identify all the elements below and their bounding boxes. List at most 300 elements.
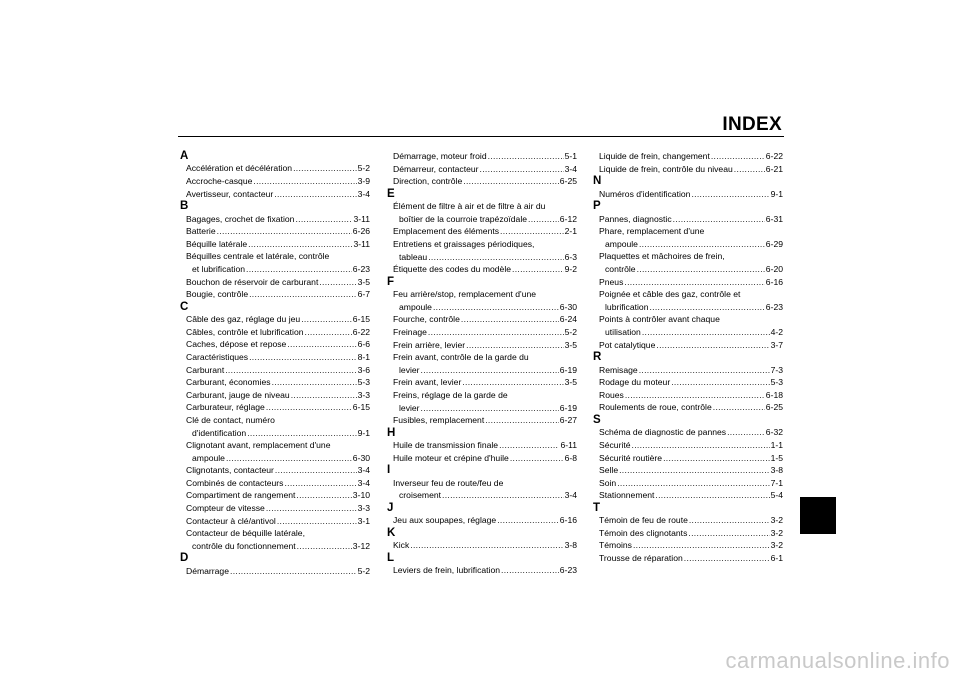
index-entry-label: Accélération et décélération xyxy=(186,163,293,174)
index-entry-page: 9-2 xyxy=(564,264,577,275)
index-entry xyxy=(593,376,783,389)
dot-leader xyxy=(253,175,356,188)
index-entry-label: Huile de transmission finale xyxy=(393,440,499,451)
index-section-letter: J xyxy=(387,501,394,514)
dot-leader xyxy=(485,414,559,427)
index-entry-page: 5-3 xyxy=(770,377,783,388)
index-entry-page: 3-4 xyxy=(357,477,370,488)
index-entry xyxy=(593,213,783,226)
index-entry-label: Frein avant, levier xyxy=(393,377,462,388)
index-section-letter: B xyxy=(180,200,189,213)
dot-leader xyxy=(297,540,352,553)
index-section-letter: C xyxy=(180,300,189,313)
index-entry-label: Leviers de frein, lubrification xyxy=(393,565,500,576)
index-column-1 xyxy=(180,150,370,577)
index-entry-label: Clignotants, contacteur xyxy=(186,465,274,476)
index-entry-heading: Clignotant avant, remplacement d'une xyxy=(186,440,331,451)
index-entry-heading: Clé de contact, numéro xyxy=(186,414,275,425)
index-entry xyxy=(180,464,370,477)
dot-leader xyxy=(510,452,564,465)
dot-leader xyxy=(301,313,352,326)
index-entry-page: 6-30 xyxy=(559,301,577,312)
dot-leader xyxy=(689,514,770,527)
index-entry-page: 6-7 xyxy=(357,289,370,300)
index-entry-page: 6-27 xyxy=(559,415,577,426)
index-section-letter: F xyxy=(387,275,395,288)
index-entry-page: 6-16 xyxy=(765,276,783,287)
index-entry-label: Stationnement xyxy=(599,490,655,501)
dot-leader xyxy=(617,477,769,490)
index-section-letter: S xyxy=(593,413,601,426)
dot-leader xyxy=(624,276,764,289)
index-entry xyxy=(593,389,783,402)
index-entry-heading: Feu arrière/stop, remplacement d'une xyxy=(393,289,537,300)
index-entry xyxy=(387,225,577,238)
index-entry-heading: Béquilles centrale et latérale, contrôle xyxy=(186,251,330,262)
watermark: carmanualsonline.info xyxy=(725,648,950,673)
index-entry xyxy=(180,427,370,440)
dot-leader xyxy=(691,188,769,201)
index-entry-page: 6-23 xyxy=(352,263,370,274)
index-entry xyxy=(387,452,577,465)
index-entry-page: 5-2 xyxy=(357,565,370,576)
index-entry xyxy=(180,515,370,528)
index-entry-label: Bougie, contrôle xyxy=(186,289,249,300)
index-entry xyxy=(387,326,577,339)
index-entry-page: 6-22 xyxy=(352,326,370,337)
index-entry xyxy=(387,251,577,264)
index-entry-page: 3-9 xyxy=(357,176,370,186)
dot-leader xyxy=(497,514,559,527)
index-entry-page: 6-32 xyxy=(765,427,783,438)
index-entry-label: Démarrage, moteur froid xyxy=(393,151,487,161)
index-entry-page: 6-6 xyxy=(357,339,370,350)
dot-leader xyxy=(655,489,769,502)
dot-leader xyxy=(274,188,356,201)
dot-leader xyxy=(277,515,357,528)
index-entry-label: Pot catalytique xyxy=(599,339,656,350)
index-entry-page: 6-23 xyxy=(559,565,577,576)
index-entry-label: Batterie xyxy=(186,226,216,237)
index-entry-label: ampoule xyxy=(605,238,638,249)
index-entry-label: Jeu aux soupapes, réglage xyxy=(393,515,497,526)
dot-leader xyxy=(639,238,765,251)
index-entry-label: Pannes, diagnostic xyxy=(599,213,672,224)
index-section-letter: N xyxy=(593,175,602,188)
index-entry-label: Soin xyxy=(599,477,617,488)
index-entry-label: Témoin de feu de route xyxy=(599,515,688,526)
index-entry-label: ampoule xyxy=(399,301,432,312)
index-entry-label: Fusibles, remplacement xyxy=(393,415,485,426)
dot-leader xyxy=(293,162,357,175)
dot-leader xyxy=(428,251,563,264)
index-entry-page: 6-31 xyxy=(765,213,783,224)
dot-leader xyxy=(463,175,559,188)
index-entry xyxy=(593,163,783,176)
index-entry-page: 3-4 xyxy=(357,188,370,199)
index-entry-label: Démarreur, contacteur xyxy=(393,163,479,174)
index-entry-label: Roulements de roue, contrôle xyxy=(599,402,712,413)
index-entry-page: 6-22 xyxy=(765,151,783,161)
index-entry-page: 6-1 xyxy=(770,553,783,564)
index-entry-heading: Freins, réglage de la garde de xyxy=(393,389,508,400)
index-entry xyxy=(593,452,783,465)
index-entry-page: 6-30 xyxy=(352,452,370,463)
index-entry-label: Carburant, jauge de niveau xyxy=(186,389,290,400)
index-entry-page: 6-25 xyxy=(765,402,783,413)
index-entry-label: Contacteur à clé/antivol xyxy=(186,515,276,526)
index-column-3 xyxy=(593,150,783,565)
index-entry-label: et lubrification xyxy=(192,263,246,274)
index-entry-page: 5-3 xyxy=(357,377,370,388)
dot-leader xyxy=(480,163,564,176)
index-entry xyxy=(180,489,370,502)
index-entry-label: utilisation xyxy=(605,326,641,337)
index-entry-page: 6-3 xyxy=(564,251,577,262)
index-entry-label: Carburant, économies xyxy=(186,377,271,388)
index-entry-page: 4-2 xyxy=(770,326,783,337)
title-rule xyxy=(178,136,784,137)
index-entry-page: 6-16 xyxy=(559,515,577,526)
index-entry xyxy=(180,213,370,226)
dot-leader xyxy=(684,552,770,565)
dot-leader xyxy=(466,339,563,352)
index-entry-label: Compteur de vitesse xyxy=(186,503,265,514)
index-entry-label: Freinage xyxy=(393,326,427,337)
index-entry-heading: Frein avant, contrôle de la garde du xyxy=(393,352,529,363)
index-entry-heading: Contacteur de béquille latérale, xyxy=(186,528,305,539)
index-entry-page: 3-6 xyxy=(357,364,370,375)
index-entry xyxy=(593,364,783,377)
index-entry-label: levier xyxy=(399,402,420,413)
index-entry xyxy=(593,426,783,439)
dot-leader xyxy=(499,439,559,452)
dot-leader xyxy=(226,452,352,465)
dot-leader xyxy=(319,276,356,289)
index-entry-label: Pneus xyxy=(599,276,624,287)
index-entry-label: Kick xyxy=(393,540,410,551)
index-entry xyxy=(180,263,370,276)
index-entry xyxy=(387,564,577,577)
dot-leader xyxy=(421,364,559,377)
index-entry-page: 6-12 xyxy=(559,213,577,224)
index-entry-label: Trousse de réparation xyxy=(599,553,683,564)
index-entry-label: Bagages, crochet de fixation xyxy=(186,213,295,224)
index-entry-label: Direction, contrôle xyxy=(393,176,463,187)
index-entry xyxy=(180,276,370,289)
index-entry xyxy=(593,401,783,414)
index-entry-page: 3-12 xyxy=(352,540,370,551)
index-entry xyxy=(180,376,370,389)
index-entry xyxy=(593,301,783,314)
index-entry xyxy=(593,527,783,540)
index-entry-page: 3-3 xyxy=(357,389,370,400)
index-entry-page: 9-1 xyxy=(770,188,783,199)
dot-leader xyxy=(266,401,352,414)
index-entry-page: 3-4 xyxy=(564,163,577,174)
index-entry-page: 1-5 xyxy=(770,452,783,463)
index-entry-page: 7-1 xyxy=(770,477,783,488)
index-entry-page: 3-11 xyxy=(353,238,370,249)
dot-leader xyxy=(461,313,559,326)
index-entry xyxy=(180,351,370,364)
index-entry xyxy=(387,514,577,527)
index-entry-label: Câble des gaz, réglage du jeu xyxy=(186,314,301,325)
dot-leader xyxy=(248,238,352,251)
dot-leader xyxy=(488,150,564,163)
index-entry-label: Huile moteur et crépine d'huile xyxy=(393,452,509,463)
index-entry xyxy=(180,389,370,402)
index-entry-label: Remisage xyxy=(599,364,638,375)
index-entry-label: Numéros d'identification xyxy=(599,188,691,199)
index-entry xyxy=(593,238,783,251)
dot-leader xyxy=(688,527,769,540)
index-entry-page: 3-8 xyxy=(770,465,783,476)
index-entry xyxy=(387,402,577,415)
index-entry xyxy=(593,489,783,502)
index-entry xyxy=(593,514,783,527)
index-entry-page: 6-15 xyxy=(352,402,370,413)
dot-leader xyxy=(217,225,352,238)
index-entry-page: 9-1 xyxy=(357,427,370,438)
index-entry xyxy=(180,326,370,339)
index-entry xyxy=(387,175,577,188)
index-entry xyxy=(593,188,783,201)
dot-leader xyxy=(637,263,765,276)
index-entry-label: Liquide de frein, changement xyxy=(599,151,710,161)
index-entry-page: 3-7 xyxy=(770,339,783,350)
index-entry-page: 3-1 xyxy=(357,515,370,526)
index-entry-page: 6-21 xyxy=(765,163,783,174)
index-entry-label: Rodage du moteur xyxy=(599,377,671,388)
index-entry-heading: Poignée et câble des gaz, contrôle et xyxy=(599,289,741,300)
index-entry-page: 3-10 xyxy=(352,490,370,501)
index-entry xyxy=(593,263,783,276)
index-entry-page: 3-3 xyxy=(357,503,370,514)
index-entry-page: 6-20 xyxy=(765,263,783,274)
index-entry-page: 6-19 xyxy=(559,364,577,375)
index-entry-label: Béquille latérale xyxy=(186,238,248,249)
index-entry-page: 2-1 xyxy=(564,226,577,237)
index-entry-label: Emplacement des éléments xyxy=(393,226,500,237)
index-entry-label: tableau xyxy=(399,251,428,262)
index-entry-heading: Plaquettes et mâchoires de frein, xyxy=(599,251,725,262)
dot-leader xyxy=(528,213,559,226)
dot-leader xyxy=(291,389,357,402)
index-entry xyxy=(387,313,577,326)
dot-leader xyxy=(500,225,564,238)
index-entry xyxy=(180,188,370,201)
dot-leader xyxy=(230,565,357,578)
dot-leader xyxy=(656,339,769,352)
index-entry xyxy=(387,213,577,226)
index-entry xyxy=(593,439,783,452)
index-entry-page: 3-11 xyxy=(353,213,370,224)
index-entry-page: 3-5 xyxy=(564,377,577,388)
index-entry xyxy=(593,552,783,565)
dot-leader xyxy=(249,288,356,301)
index-entry xyxy=(180,502,370,515)
dot-leader xyxy=(410,539,563,552)
index-entry-label: Étiquette des codes du modèle xyxy=(393,264,512,275)
dot-leader xyxy=(442,489,564,502)
index-entry xyxy=(387,439,577,452)
index-entry-label: contrôle du fonctionnement xyxy=(192,540,296,551)
index-entry-page: 1-1 xyxy=(770,439,783,450)
index-entry-label: lubrification xyxy=(605,301,649,312)
index-entry-label: Témoin des clignotants xyxy=(599,527,688,538)
index-entry-label: Sécurité xyxy=(599,439,631,450)
dot-leader xyxy=(649,301,764,314)
index-entry-label: ampoule xyxy=(192,452,225,463)
index-section-letter: D xyxy=(180,552,189,565)
index-entry-label: Liquide de frein, contrôle du niveau xyxy=(599,163,733,174)
dot-leader xyxy=(428,326,564,339)
index-entry xyxy=(387,489,577,502)
index-entry-label: Combinés de contacteurs xyxy=(186,477,284,488)
index-entry-page: 5-4 xyxy=(770,490,783,501)
index-entry xyxy=(180,452,370,465)
dot-leader xyxy=(225,364,356,377)
index-entry-label: Fourche, contrôle xyxy=(393,314,460,325)
index-entry-label: contrôle xyxy=(605,263,636,274)
index-entry-page: 3-2 xyxy=(770,527,783,538)
index-entry xyxy=(387,263,577,276)
dot-leader xyxy=(711,150,765,163)
index-entry xyxy=(387,301,577,314)
index-entry-page: 6-18 xyxy=(765,389,783,400)
index-entry-page: 6-15 xyxy=(352,314,370,325)
index-entry-label: Selle xyxy=(599,465,619,476)
index-entry-label: Caches, dépose et repose xyxy=(186,339,287,350)
index-entry-page: 5-1 xyxy=(564,151,577,161)
dot-leader xyxy=(266,502,357,515)
dot-leader xyxy=(275,464,357,477)
index-entry-label: Témoins xyxy=(599,540,632,551)
index-entry xyxy=(180,364,370,377)
dot-leader xyxy=(295,213,352,226)
index-entry xyxy=(387,539,577,552)
index-entry-label: Carburant xyxy=(186,364,225,375)
index-entry xyxy=(180,565,370,578)
chapter-tab-marker xyxy=(800,497,836,534)
index-entry-page: 5-2 xyxy=(564,326,577,337)
index-entry xyxy=(180,477,370,490)
index-section-letter: L xyxy=(387,551,395,564)
index-entry xyxy=(180,313,370,326)
dot-leader xyxy=(305,326,352,339)
index-entry-label: croisement xyxy=(399,490,442,501)
index-entry-page: 6-26 xyxy=(352,226,370,237)
index-entry xyxy=(180,540,370,553)
index-entry-label: Compartiment de rangement xyxy=(186,490,296,501)
index-entry-heading: Inverseur feu de route/feu de xyxy=(393,477,504,488)
dot-leader xyxy=(501,564,559,577)
index-entry xyxy=(387,414,577,427)
index-section-letter: E xyxy=(387,187,395,200)
index-entry-label: Schéma de diagnostic de pannes xyxy=(599,427,727,438)
dot-leader xyxy=(296,489,351,502)
index-entry xyxy=(593,326,783,339)
index-column-2 xyxy=(387,150,577,577)
index-entry-label: Accroche-casque xyxy=(186,176,253,186)
index-section-letter: K xyxy=(387,526,396,539)
index-entry xyxy=(593,339,783,352)
index-entry-label: boîtier de la courroie trapézoïdale xyxy=(399,213,528,224)
dot-leader xyxy=(663,452,770,465)
index-entry-label: Carburateur, réglage xyxy=(186,402,265,413)
dot-leader xyxy=(421,402,559,415)
index-entry xyxy=(180,175,370,188)
dot-leader xyxy=(247,427,356,440)
dot-leader xyxy=(462,376,563,389)
index-entry-label: Câbles, contrôle et lubrification xyxy=(186,326,304,337)
index-entry-page: 6-23 xyxy=(765,301,783,312)
dot-leader xyxy=(639,364,770,377)
index-entry-label: Caractéristiques xyxy=(186,351,249,362)
index-entry-label: Frein arrière, levier xyxy=(393,339,466,350)
dot-leader xyxy=(433,301,559,314)
index-entry-heading: Points à contrôler avant chaque xyxy=(599,314,720,325)
index-section-letter: R xyxy=(593,351,602,364)
index-entry-page: 6-25 xyxy=(559,176,577,187)
index-entry-label: Démarrage xyxy=(186,565,229,576)
dot-leader xyxy=(727,426,765,439)
index-section-letter: I xyxy=(387,464,391,477)
index-entry-page: 7-3 xyxy=(770,364,783,375)
index-entry xyxy=(387,163,577,176)
dot-leader xyxy=(673,213,765,226)
index-entry-label: Sécurité routière xyxy=(599,452,663,463)
dot-leader xyxy=(287,338,356,351)
dot-leader xyxy=(512,263,564,276)
index-entry-page: 3-2 xyxy=(770,515,783,526)
page-title: INDEX xyxy=(722,114,782,135)
index-entry-label: Bouchon de réservoir de carburant xyxy=(186,276,319,287)
index-entry xyxy=(387,364,577,377)
index-entry xyxy=(180,401,370,414)
index-entry-page: 6-8 xyxy=(564,452,577,463)
index-entry-page: 3-4 xyxy=(564,490,577,501)
index-entry-page: 6-19 xyxy=(559,402,577,413)
index-entry-label: d'identification xyxy=(192,427,247,438)
index-entry xyxy=(387,339,577,352)
dot-leader xyxy=(632,439,770,452)
index-entry-label: Roues xyxy=(599,389,624,400)
index-entry-label: levier xyxy=(399,364,420,375)
dot-leader xyxy=(246,263,352,276)
dot-leader xyxy=(633,539,770,552)
index-entry-page: 3-8 xyxy=(564,540,577,551)
index-entry-page: 3-5 xyxy=(564,339,577,350)
index-entry xyxy=(593,477,783,490)
dot-leader xyxy=(284,477,356,490)
index-entry xyxy=(180,162,370,175)
index-entry xyxy=(593,539,783,552)
dot-leader xyxy=(713,401,765,414)
index-entry xyxy=(593,276,783,289)
index-entry-page: 6-11 xyxy=(560,440,577,451)
index-entry xyxy=(180,338,370,351)
index-entry-page: 3-4 xyxy=(357,465,370,476)
index-entry-label: Avertisseur, contacteur xyxy=(186,188,274,199)
index-section-letter: A xyxy=(180,150,189,162)
index-entry xyxy=(593,150,783,163)
index-entry-page: 5-2 xyxy=(357,163,370,174)
dot-leader xyxy=(249,351,356,364)
dot-leader xyxy=(625,389,765,402)
index-entry-page: 6-29 xyxy=(765,238,783,249)
